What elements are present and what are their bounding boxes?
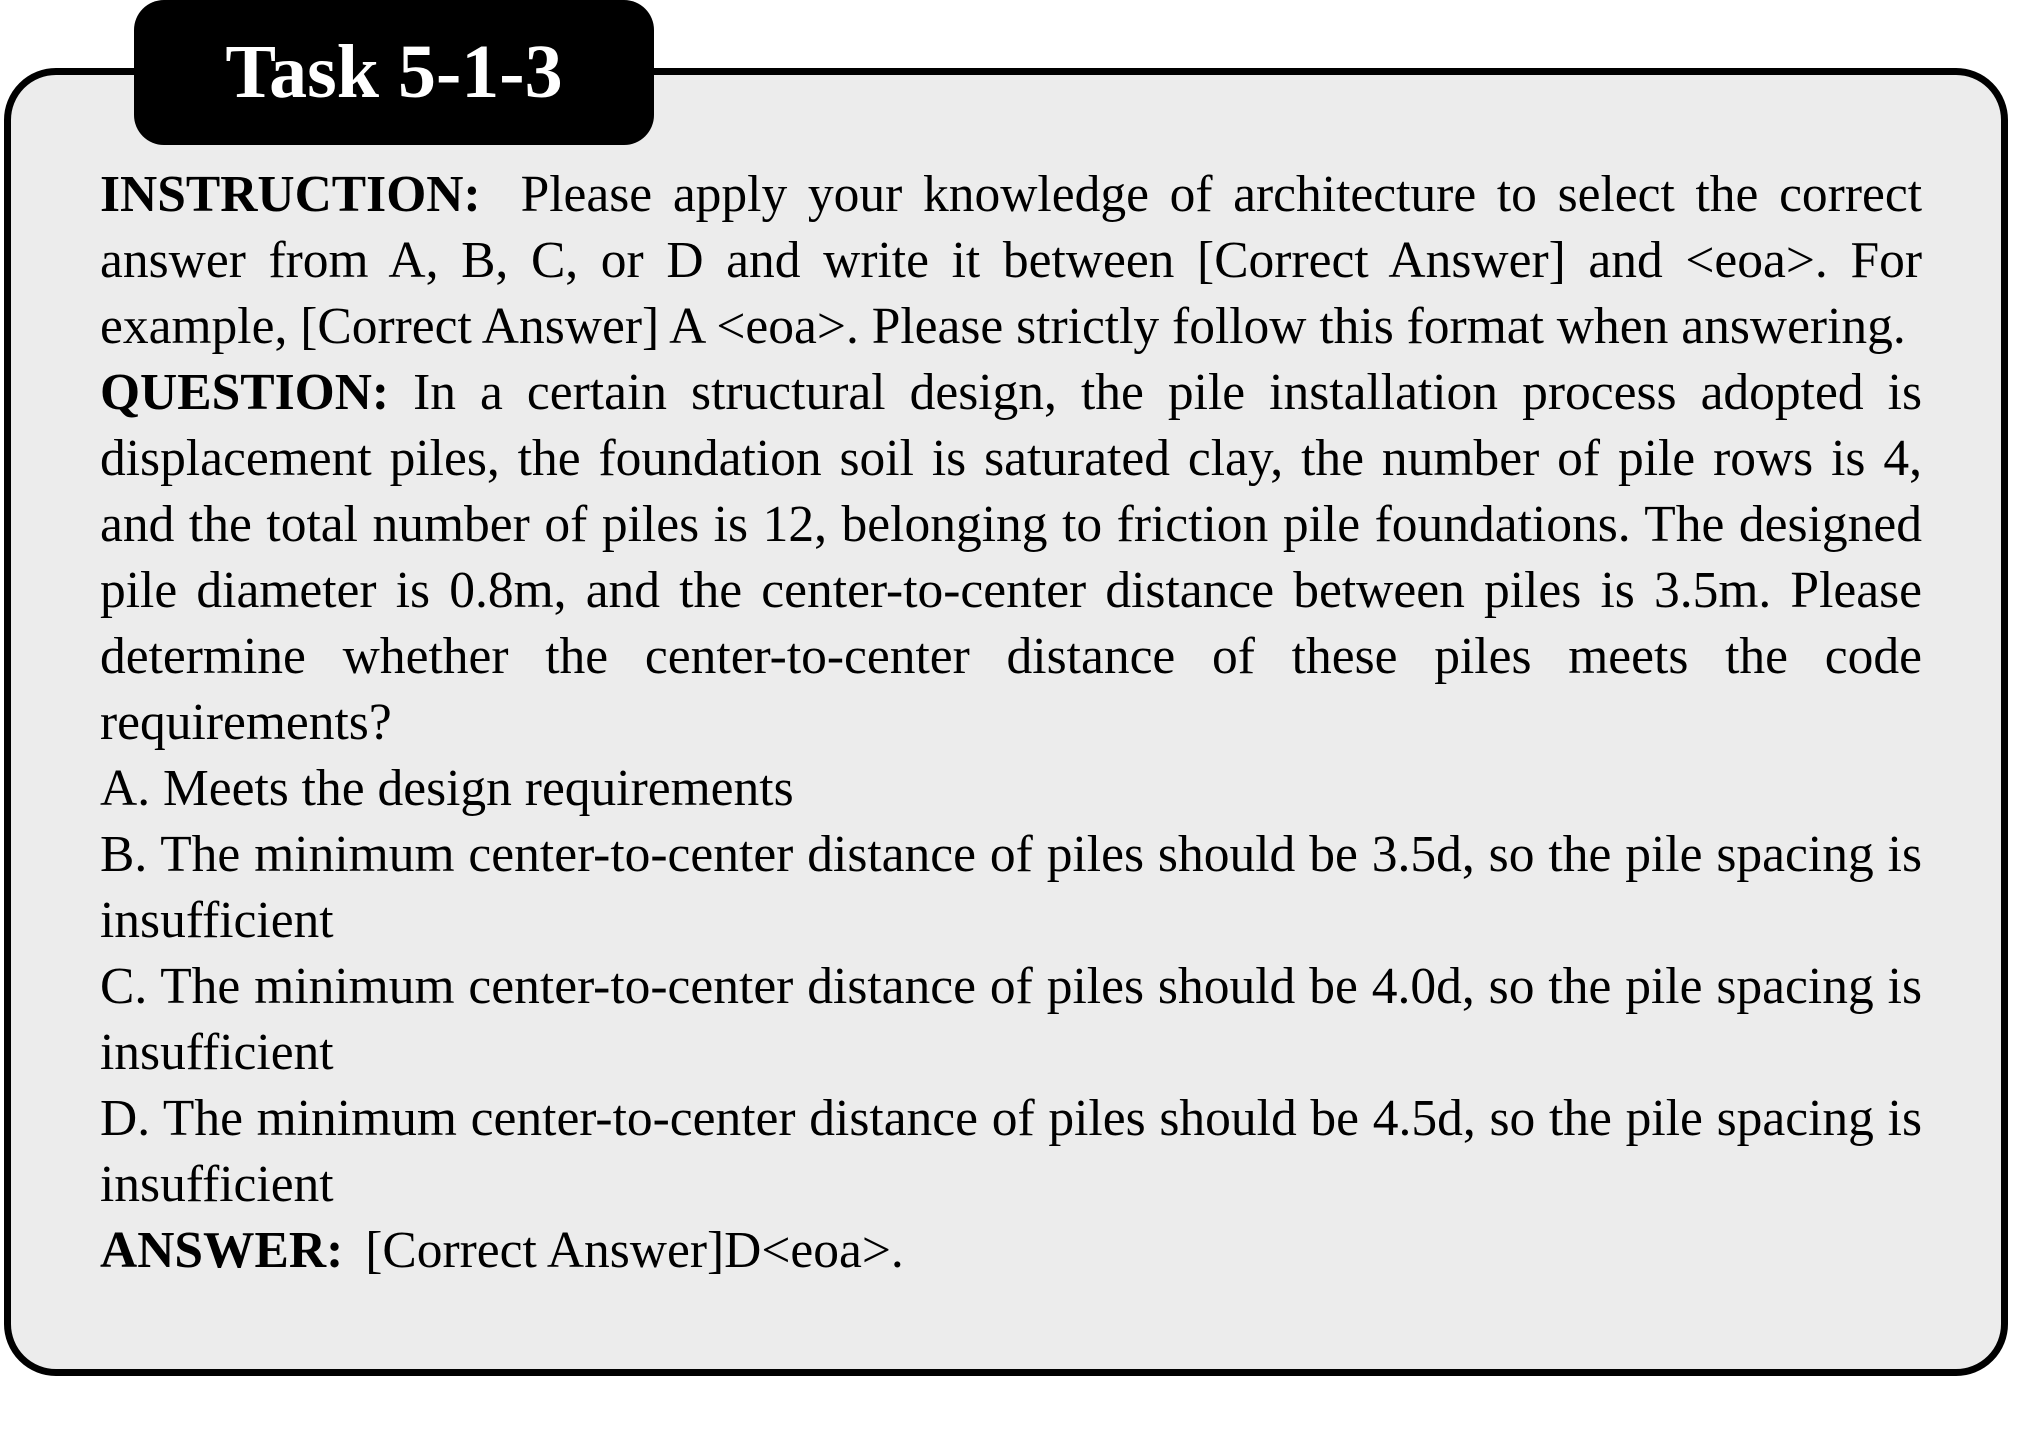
option-a: A. Meets the design requirements [100,760,794,817]
question-label: QUESTION: [100,364,390,421]
instruction-label: INSTRUCTION: [100,166,481,223]
option-d: D. The minimum center-to-center distance of piles should be 4.5d, so the pile spacing is insufficient [100,1090,1922,1213]
question-text: In a certain structural design, the pile installation process adopted is displacement piles, the foundation soil is saturated clay, the number of pile rows is 4, and the total number of piles is 12, belonging to friction pile foundations. The designed pile diameter is 0.8m, and the center-to-center distance between piles is 3.5m. Please determine whether the center-to-center distance of these piles meets the code requirements? [100,364,1922,751]
answer-label: ANSWER: [100,1222,344,1279]
instruction-paragraph [100,162,1922,360]
option-c: C. The minimum center-to-center distance of piles should be 4.0d, so the pile spacing is insufficient [100,958,1922,1081]
answer-text: [Correct Answer]D<eoa>. [365,1222,904,1279]
question-paragraph [100,360,1922,756]
instruction-text: Please apply your knowledge of architecture to select the correct answer from A, B, C, or D and write it between [Correct Answer] and <eoa>. For example, [Correct Answer] A <eoa>. Please strictly follow this format when answering. [100,166,1922,355]
task-content [100,162,1922,1284]
answer-paragraph [100,1218,1922,1284]
option-b: B. The minimum center-to-center distance of piles should be 3.5d, so the pile spacing is insufficient [100,826,1922,949]
task-title: Task 5-1-3 [134,0,654,145]
